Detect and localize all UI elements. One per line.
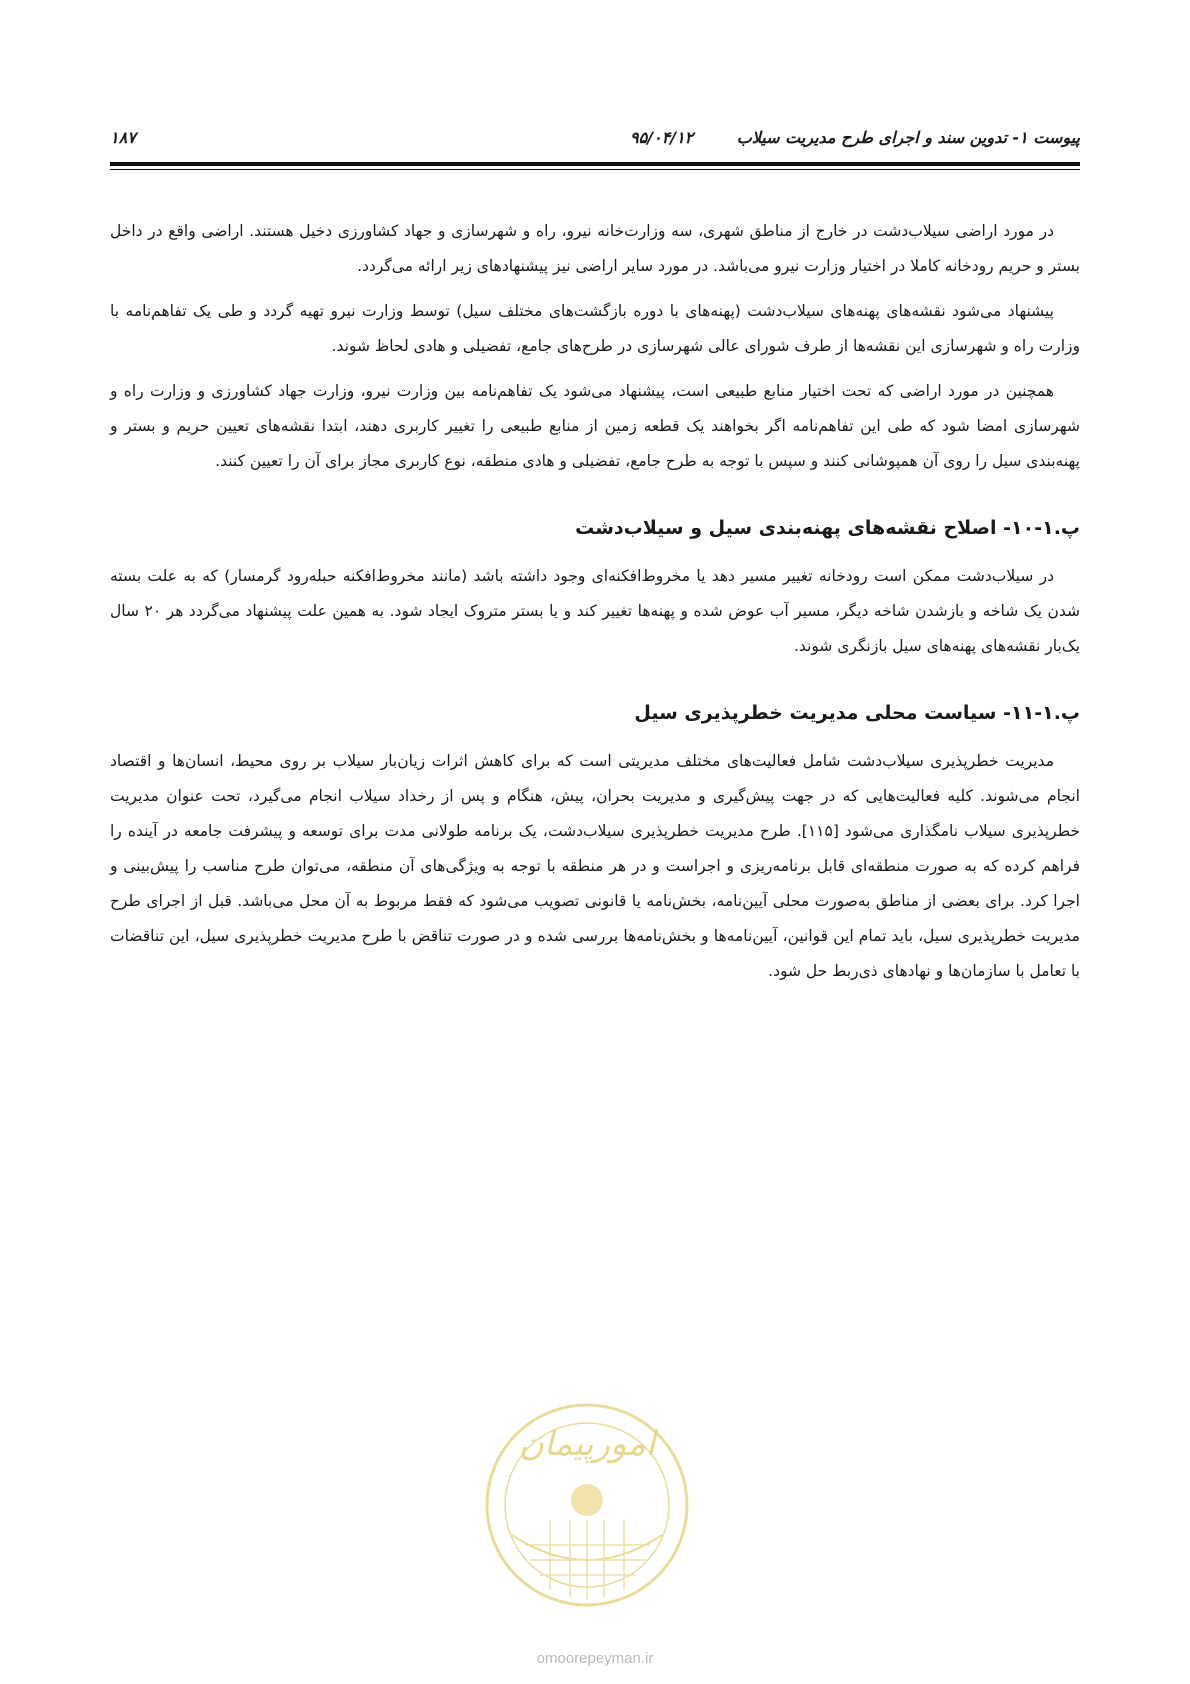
header-rule-thick bbox=[110, 162, 1080, 166]
page-header bbox=[110, 128, 1080, 154]
header-title: پیوست ۱- تدوین سند و اجرای طرح مدیریت سیلاب bbox=[736, 128, 1080, 147]
section-10-body: در سیلاب‌دشت ممکن است رودخانه تغییر مسیر دهد یا مخروط‌افکنه‌ای وجود داشته باشد (مانند مخروط‌افکنه حبله‌رود گرمسار) که به علت بسته شدن یک شاخه و بازشدن شاخه دیگر، مسیر آب عوض شده و پهنه‌ها تغییر کند و یا بستر متروک ایجاد شود. به همین علت پیشنهاد می‌گردد هر ۲۰ سال یک‌بار نقشه‌های پهنه‌های سیل بازنگری شوند. bbox=[110, 567, 1080, 655]
paragraph: همچنین در مورد اراضی که تحت اختیار منابع طبیعی است، پیشنهاد می‌شود یک تفاهم‌نامه بین وزارت نیرو، وزارت جهاد کشاورزی و وزارت راه و شهرسازی امضا شود که طی این تفاهم‌نامه اگر بخواهند یک قطعه زمین از منابع طبیعی را تغییر کاربری دهند، ابتدا نقشه‌های تعیین حریم و بستر و پهنه‌بندی سیل را روی آن همپوشانی کنند و سپس با توجه به طرح جامع، تفضیلی و هادی منطقه، نوع کاربری مجاز برای آن را تعیین کنند. bbox=[110, 382, 1080, 470]
header-rule-thin bbox=[110, 169, 1080, 170]
header-date: ۹۵/۰۴/۱۲ bbox=[630, 128, 694, 147]
watermark-url: omoorepeyman.ir bbox=[536, 1650, 654, 1667]
section-11-body: مدیریت خطرپذیری سیلاب‌دشت شامل فعالیت‌های مختلف مدیریتی است که برای کاهش اثرات زیان‌بار سیلاب بر روی محیط، انسان‌ها و اقتصاد انجام می‌شوند. کلیه فعالیت‌هایی که در جهت پیش‌گیری و مدیریت بحران، پیش، هنگام و پس از رخداد سیلاب انجام می‌گیرد، تحت عنوان مدیریت خطرپذیری سیلاب نامگذاری می‌شود [۱۱۵]. طرح مدیریت خطرپذیری سیلاب‌دشت، یک برنامه طولانی مدت برای توسعه و پیشرفت جامعه در آینده را فراهم کرده که به صورت منطقه‌ای قابل برنامه‌ریزی و اجراست و در هر منطقه با توجه به ویژگی‌های آن منطقه، می‌توان طرح مناسب را پیش‌بینی و اجرا کرد. برای بعضی از مناطق به‌صورت محلی آیین‌نامه، بخش‌نامه یا قانونی تصویب می‌شود که فقط مربوط به آن محل می‌باشد. قبل از اجرای طرح مدیریت خطرپذیری سیل، باید تمام این قوانین، آیین‌نامه‌ها و بخش‌نامه‌ها بررسی شده و در صورت تناقض با طرح مدیریت خطرپذیری سیل، این تناقضات با تعامل با سازمان‌ها و نهادهای ذی‌ربط حل شود. bbox=[110, 752, 1080, 980]
page-number: ۱۸۷ bbox=[110, 128, 136, 147]
watermark-logo-text: امورپیمان bbox=[518, 1424, 656, 1464]
section-heading-10: پ.۱-۱۰- اصلاح نقشه‌های پهنه‌بندی سیل و سیلاب‌دشت bbox=[575, 517, 1080, 539]
paragraph: پیشنهاد می‌شود نقشه‌های پهنه‌های سیلاب‌دشت (پهنه‌های با دوره بازگشت‌های مختلف سیل) توسط وزارت نیرو تهیه گردد و طی یک تفاهم‌نامه با وزارت راه و شهرسازی این نقشه‌ها از طرف شورای عالی شهرسازی در طرح‌های جامع، تفضیلی و هادی لحاظ شوند. bbox=[110, 302, 1080, 355]
section-heading-11: پ.۱-۱۱- سیاست محلی مدیریت خطرپذیری سیل bbox=[634, 702, 1080, 724]
document-body bbox=[110, 214, 1080, 999]
paragraph: در مورد اراضی سیلاب‌دشت در خارج از مناطق شهری، سه وزارت‌خانه نیرو، راه و شهرسازی و جهاد کشاورزی دخیل هستند. اراضی واقع در داخل بستر و حریم رودخانه کاملا در اختیار وزارت نیرو می‌باشد. در مورد سایر اراضی نیز پیشنهادهای زیر ارائه می‌گردد. bbox=[110, 222, 1080, 275]
watermark-logo-icon bbox=[480, 1385, 695, 1635]
